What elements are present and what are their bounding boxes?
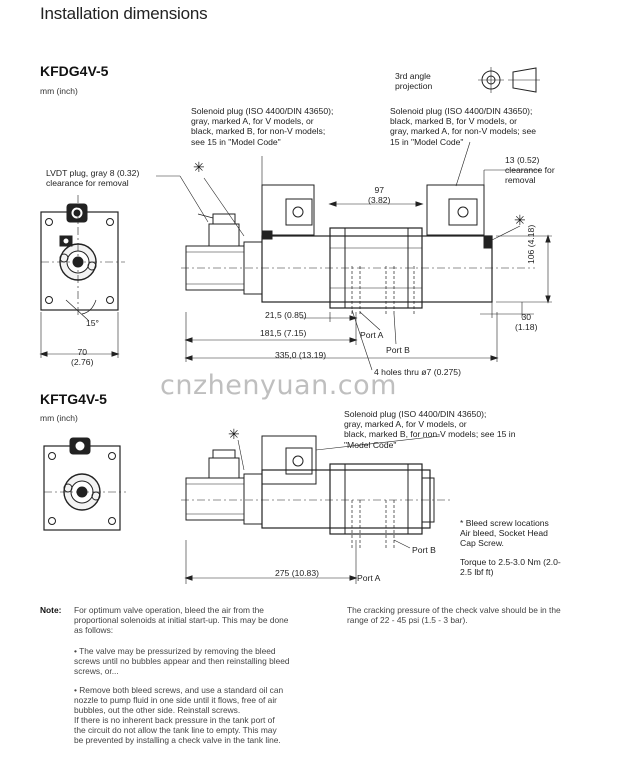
kfdg-solenoid-left-label: Solenoid plug (ISO 4400/DIN 43650); gray, marked A, for V models, or black, marked B, for non-V models; see 15 in "Model Code" bbox=[191, 106, 334, 147]
third-angle-label: 3rd angle projection bbox=[395, 71, 433, 92]
kfdg-holes-label: 4 holes thru ø7 (0.275) bbox=[374, 367, 461, 377]
kfdg-dim-70: 70 (2.76) bbox=[71, 347, 94, 368]
notes-bullet-1: • The valve may be pressurized by removing the bleed screws until no bubbles appear and then reinstalling bleed screws, or... bbox=[74, 646, 290, 676]
third-angle-projection-icon bbox=[478, 67, 540, 93]
kftg-bleed-note: * Bleed screw locations Air bleed, Socket Head Cap Screw. bbox=[460, 518, 549, 549]
kfdg-asterisk-left-icon: ✳ bbox=[193, 159, 205, 175]
kfdg-lvdt-label: LVDT plug, gray 8 (0.32) clearance for removal bbox=[46, 168, 140, 189]
page-title: Installation dimensions bbox=[40, 4, 208, 23]
kfdg-dim-335: 335,0 (13.19) bbox=[275, 350, 327, 360]
kfdg-port-b: Port B bbox=[386, 345, 410, 355]
kfdg-asterisk-right-icon: ✳ bbox=[514, 212, 526, 228]
notes-intro: For optimum valve operation, bleed the air from the proportional solenoids at initial start-up. This may be done as follows: bbox=[74, 605, 289, 635]
kfdg-dim-30: 30 (1.18) bbox=[515, 312, 538, 333]
kfdg-model-title: KFDG4V-5 bbox=[40, 63, 109, 79]
kfdg-clearance-label: 13 (0.52) clearance for removal bbox=[505, 155, 555, 186]
kfdg-dim-181-5: 181,5 (7.15) bbox=[260, 328, 307, 338]
kfdg-port-a: Port A bbox=[360, 330, 384, 340]
kfdg-end-view bbox=[41, 195, 125, 320]
kftg-asterisk-icon: ✳ bbox=[228, 426, 240, 442]
kfdg-dim-97: 97 (3.82) bbox=[368, 185, 391, 206]
kfdg-side-view bbox=[181, 185, 535, 316]
kftg-units: mm (inch) bbox=[40, 413, 78, 423]
notes-cracking-pressure: The cracking pressure of the check valve should be in the range of 22 - 45 psi (1.5 - 3 bar). bbox=[347, 605, 561, 625]
kfdg-dim-106: 106 (4.18) bbox=[526, 224, 536, 264]
kftg-model-title: KFTG4V-5 bbox=[40, 391, 107, 407]
notes-label: Note: bbox=[40, 605, 62, 615]
notes-bullet-2: • Remove both bleed screws, and use a standard oil can nozzle to pump fluid in one side until it flows, free of air bubbles, out the other side. Reinstall screws. If there is no inherent back pressure in the tank port of the circuit do not allow the tank line to empty. This may be prevented by installing a check valve in the tank line. bbox=[74, 685, 284, 745]
kfdg-solenoid-right-label: Solenoid plug (ISO 4400/DIN 43650); black, marked B, for V models, or gray, marked A, for non-V models; see 15 in "Model Code" bbox=[390, 106, 537, 147]
kfdg-units: mm (inch) bbox=[40, 86, 78, 96]
kfdg-dim-15deg: 15° bbox=[86, 318, 99, 328]
watermark-text: cnzhenyuan.com bbox=[160, 370, 397, 401]
kftg-port-b: Port B bbox=[412, 545, 436, 555]
kftg-end-view bbox=[44, 438, 126, 530]
kfdg-dim-21-5: 21,5 (0.85) bbox=[265, 310, 307, 320]
kftg-port-a: Port A bbox=[357, 573, 381, 583]
kftg-torque-note: Torque to 2.5-3.0 Nm (2.0- 2.5 lbf ft) bbox=[460, 557, 561, 578]
kftg-solenoid-label: Solenoid plug (ISO 4400/DIN 43650); gray, marked A, for V models, or black, marked B, for non-V models; see 15 in "Model Code" bbox=[344, 409, 516, 450]
kftg-side-view bbox=[181, 436, 450, 548]
kftg-dim-275: 275 (10.83) bbox=[275, 568, 319, 578]
